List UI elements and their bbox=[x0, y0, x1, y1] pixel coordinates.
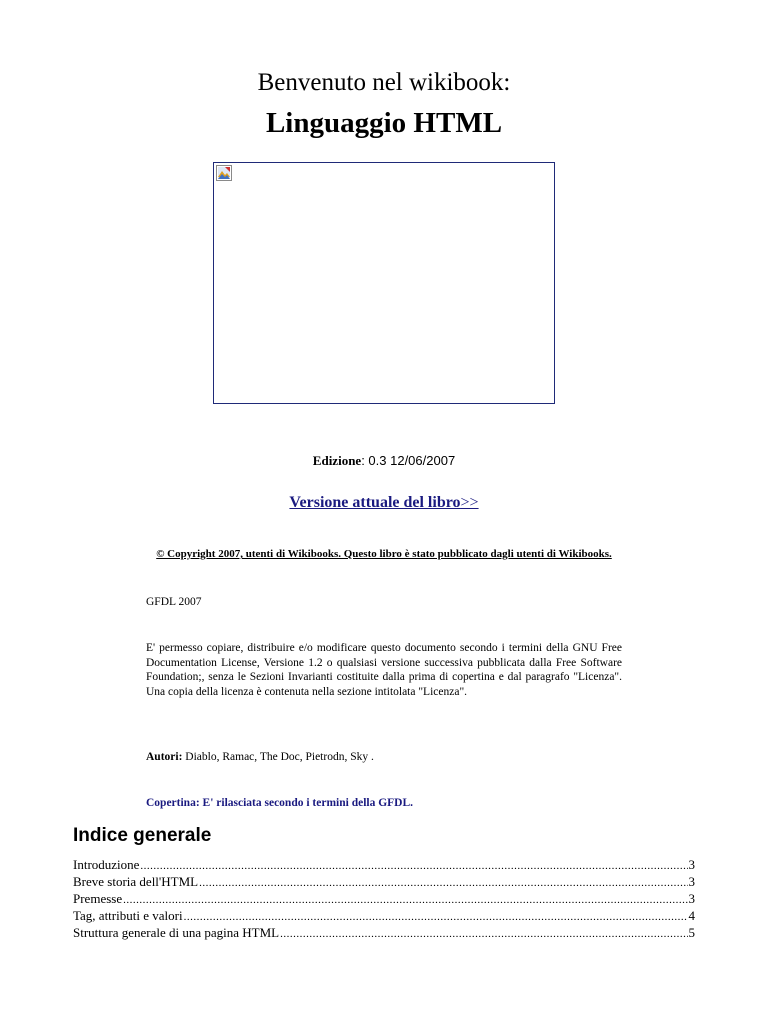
cover-license-note: Copertina: E' rilasciata secondo i termini della GFDL. bbox=[146, 797, 414, 809]
current-version-line bbox=[0, 492, 768, 514]
book-subtitle: Benvenuto nel wikibook: bbox=[257, 69, 511, 96]
toc-entry-title: Tag, attributi e valori bbox=[73, 908, 183, 923]
toc-entry[interactable] bbox=[73, 856, 695, 873]
toc-entry-page: 5 bbox=[688, 925, 695, 940]
toc-entry-title: Introduzione bbox=[73, 857, 140, 872]
toc-leader-dots bbox=[140, 858, 687, 875]
toc-entry-page: 3 bbox=[688, 891, 695, 906]
current-version-link[interactable] bbox=[289, 494, 478, 511]
toc-entry[interactable] bbox=[73, 907, 695, 924]
table-of-contents bbox=[73, 856, 695, 941]
toc-entry[interactable] bbox=[73, 873, 695, 890]
license-paragraph: E' permesso copiare, distribuire e/o modificare questo documento secondo i termini della GNU Free Documentation License, Versione 1.2 o qualsiasi versione successiva pubblicata dalla Free Software Foundation;, senza le Sezioni Invarianti costituite dalla prima di copertina e dal paragrafo "Licenza". Una copia della licenza è contenuta nella sezione intitolata "Licenza". bbox=[146, 642, 622, 698]
current-version-label: Versione attuale del libro bbox=[289, 494, 461, 511]
current-version-arrow: >> bbox=[460, 494, 479, 511]
cover-image-frame bbox=[213, 162, 555, 404]
toc-entry[interactable] bbox=[73, 890, 695, 907]
toc-entry-title: Struttura generale di una pagina HTML bbox=[73, 925, 280, 940]
edition-value: : 0.3 12/06/2007 bbox=[361, 453, 456, 468]
toc-entry-title: Breve storia dell'HTML bbox=[73, 874, 199, 889]
toc-entry-page: 4 bbox=[688, 908, 695, 923]
toc-leader-dots bbox=[123, 892, 687, 909]
toc-entry[interactable] bbox=[73, 924, 695, 941]
toc-leader-dots bbox=[280, 926, 687, 943]
copyright-notice: © Copyright 2007, utenti di Wikibooks. Questo libro è stato pubblicato dagli utenti di Wikibooks. bbox=[156, 548, 612, 560]
toc-entry-page: 3 bbox=[688, 874, 695, 889]
toc-entry-title: Premesse bbox=[73, 891, 123, 906]
authors-label: Autori: bbox=[146, 751, 183, 763]
toc-entry-page: 3 bbox=[688, 857, 695, 872]
authors-line bbox=[146, 750, 622, 765]
authors-names: Diablo, Ramac, The Doc, Pietrodn, Sky . bbox=[182, 751, 374, 763]
edition-label: Edizione bbox=[312, 453, 362, 468]
edition-line bbox=[0, 451, 768, 471]
gfdl-year: GFDL 2007 bbox=[146, 596, 202, 608]
book-title: Linguaggio HTML bbox=[265, 107, 503, 139]
toc-leader-dots bbox=[199, 875, 687, 892]
toc-heading: Indice generale bbox=[73, 825, 212, 846]
broken-image-icon bbox=[216, 165, 232, 181]
